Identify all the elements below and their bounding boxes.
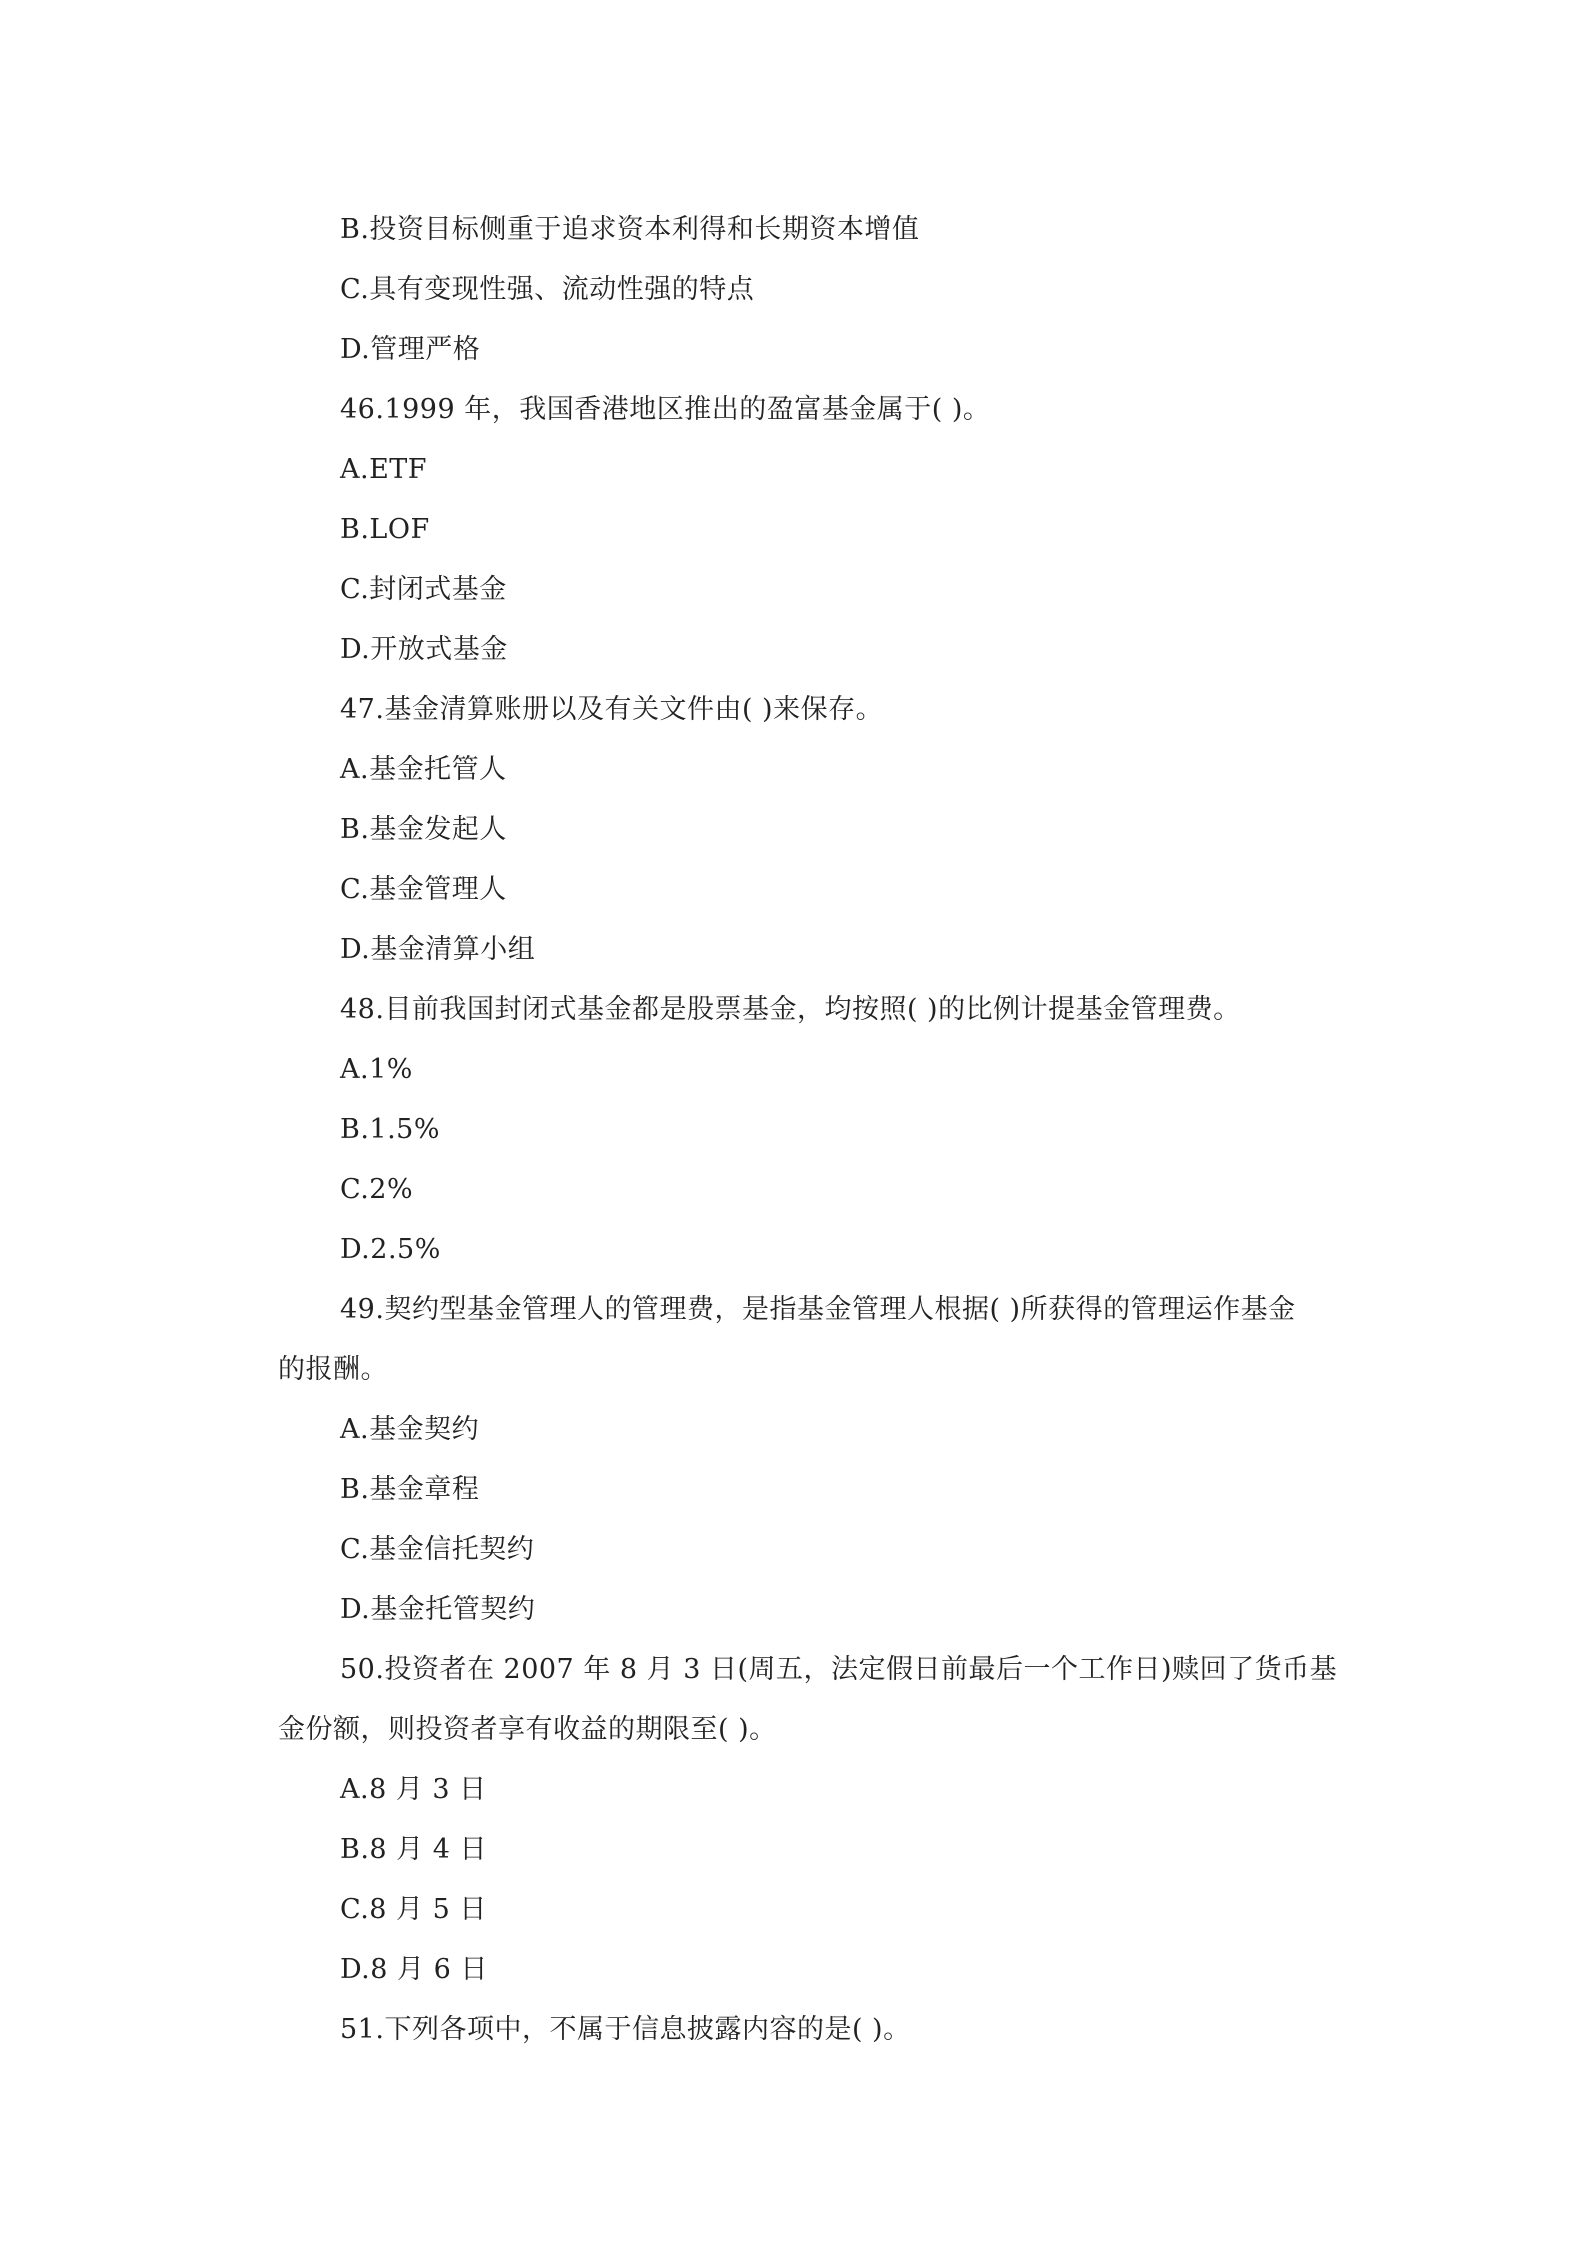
option-line: B.投资目标侧重于追求资本利得和长期资本增值 — [340, 214, 920, 245]
option-line: C.基金信托契约 — [340, 1534, 535, 1565]
option-line: D.基金托管契约 — [340, 1594, 536, 1625]
option-line: A.1% — [340, 1054, 413, 1085]
option-line: C.封闭式基金 — [340, 574, 507, 605]
option-line: A.基金契约 — [340, 1414, 480, 1445]
option-line: C.具有变现性强、流动性强的特点 — [340, 274, 755, 305]
question-list — [0, 200, 1594, 2060]
option-line: D.管理严格 — [340, 334, 481, 365]
option-line: D.8 月 6 日 — [340, 1954, 488, 1985]
option-line: B.8 月 4 日 — [340, 1834, 488, 1865]
option-line: D.开放式基金 — [340, 634, 508, 665]
question-line: 48.目前我国封闭式基金都是股票基金，均按照( )的比例计提基金管理费。 — [340, 994, 1241, 1025]
question-line: 47.基金清算账册以及有关文件由( )来保存。 — [340, 694, 884, 725]
option-line: B.基金章程 — [340, 1474, 480, 1505]
question-line: 51.下列各项中，不属于信息披露内容的是( )。 — [340, 2014, 911, 2045]
question-line: 46.1999 年，我国香港地区推出的盈富基金属于( )。 — [340, 394, 991, 425]
option-line: A.8 月 3 日 — [340, 1774, 487, 1805]
option-line: D.2.5% — [340, 1234, 441, 1265]
option-line: C.2% — [340, 1174, 414, 1205]
question-continuation-line: 金份额，则投资者享有收益的期限至( )。 — [278, 1714, 777, 1745]
option-line: B.1.5% — [340, 1114, 441, 1145]
option-line: A.基金托管人 — [340, 754, 507, 785]
option-line: A.ETF — [340, 454, 428, 485]
option-line: B.LOF — [340, 514, 430, 545]
option-line: D.基金清算小组 — [340, 934, 536, 965]
question-line: 50.投资者在 2007 年 8 月 3 日(周五，法定假日前最后一个工作日)赎回了货币基 — [340, 1654, 1338, 1685]
question-line: 49.契约型基金管理人的管理费，是指基金管理人根据( )所获得的管理运作基金 — [340, 1294, 1296, 1325]
option-line: C.8 月 5 日 — [340, 1894, 487, 1925]
option-line: C.基金管理人 — [340, 874, 507, 905]
option-line: B.基金发起人 — [340, 814, 507, 845]
question-continuation-line: 的报酬。 — [278, 1354, 388, 1385]
